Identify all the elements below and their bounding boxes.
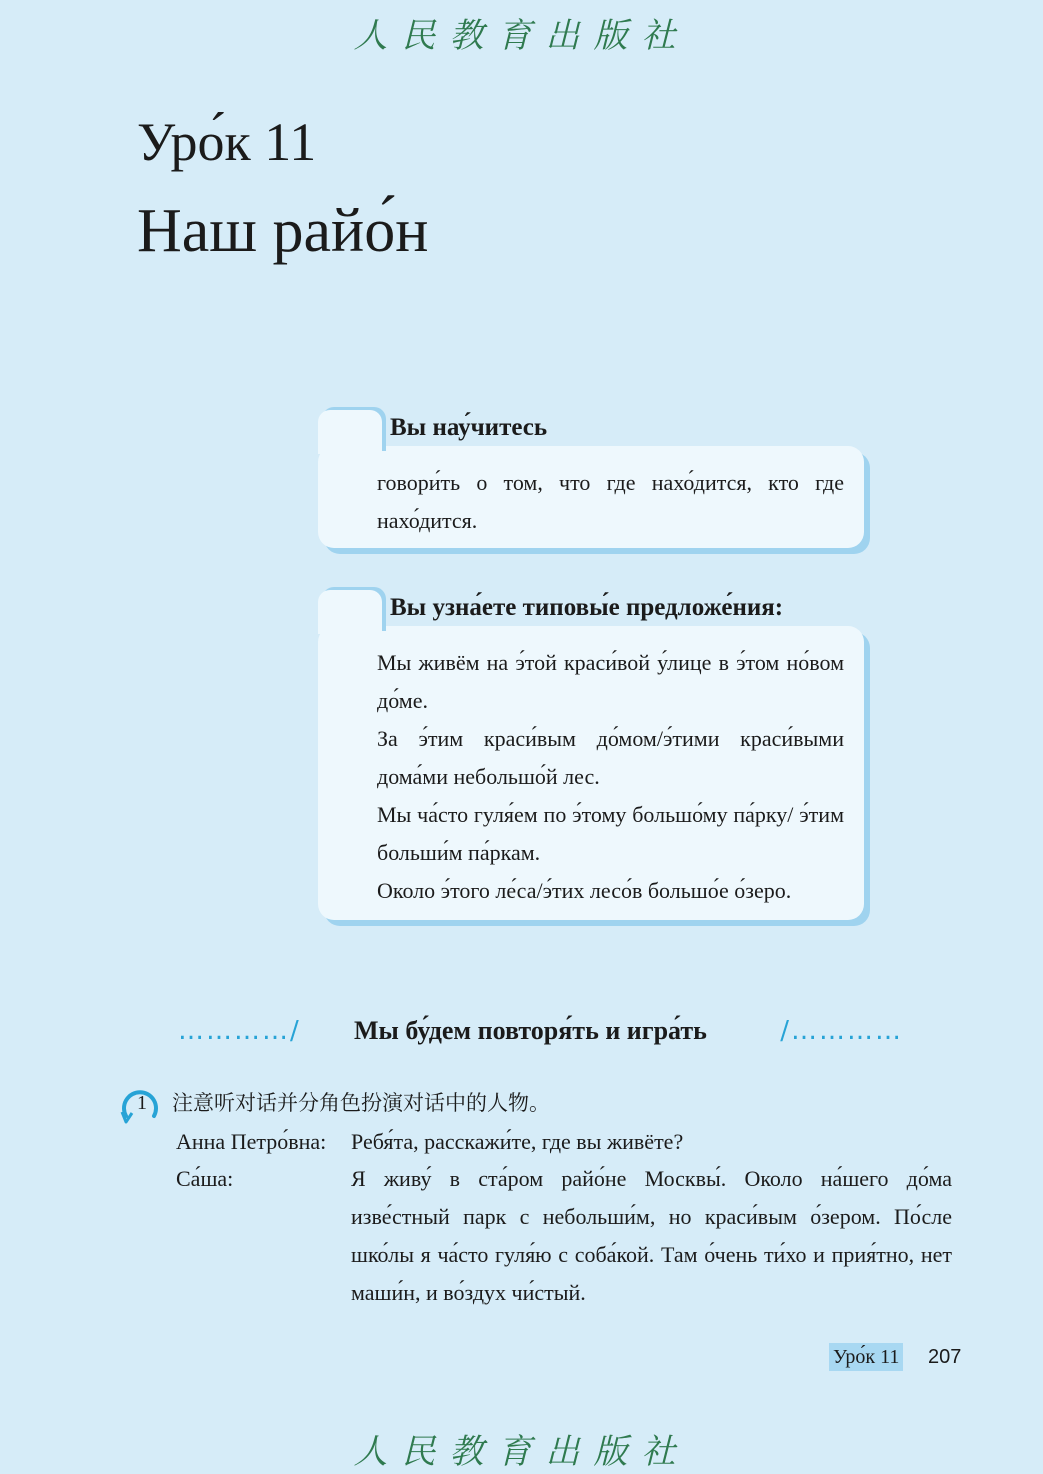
patterns-card-tab xyxy=(318,590,382,634)
publisher-logo-top: 人民教育出版社 xyxy=(353,16,690,56)
goals-card-body xyxy=(377,464,844,540)
page-number: 207 xyxy=(928,1346,962,1368)
lesson-number: Уро́к 11 xyxy=(137,112,317,172)
dialogue-text: Ребя́та, расскажи́те, где вы живёте? xyxy=(351,1129,684,1154)
section-header xyxy=(178,1012,903,1052)
footer-lesson-tag: Уро́к 11 xyxy=(829,1343,903,1371)
pattern-line: За э́тим краси́вым до́мом/э́тими краси́выми дома́ми небольшо́й лес. xyxy=(377,726,844,789)
exercise-instruction: 注意听对话并分角色扮演对话中的人物。 xyxy=(172,1091,550,1115)
exercise-number: 1 xyxy=(137,1092,147,1114)
pattern-line: Около э́того ле́са/э́тих лесо́в большо́е о́зеро. xyxy=(377,878,792,903)
patterns-card-title: Вы узна́ете типовы́е предложе́ния: xyxy=(390,594,784,621)
section-dots-right: /………… xyxy=(780,1016,903,1046)
patterns-card-body xyxy=(377,644,844,910)
publisher-logo-bottom: 人民教育出版社 xyxy=(353,1432,690,1472)
patterns-card xyxy=(318,594,864,920)
pattern-line: Мы живём на э́той краси́вой у́лице в э́том но́вом до́ме. xyxy=(377,650,844,713)
goals-card-tab xyxy=(318,410,382,454)
section-dots-left: …………/ xyxy=(178,1016,301,1046)
dialogue-text: Я живу́ в ста́ром райо́не Москвы́. Около на́шего до́ма изве́стный парк с небольши́м, но краси́вым о́зером. По́сле шко́лы я ча́сто гуля́ю с соба́кой. Там о́чень ти́хо и прия́тно, нет маши́н, и во́здух чи́стый. xyxy=(351,1166,952,1305)
lesson-title: Наш райо́н xyxy=(137,197,429,265)
goals-card-title: Вы нау́читесь xyxy=(390,414,548,441)
dialogue-line-anna xyxy=(351,1123,952,1161)
pattern-line: Мы ча́сто гуля́ем по э́тому большо́му па́рку/ э́тим больши́м па́ркам. xyxy=(377,802,844,865)
speaker-anna: Анна Петро́вна: xyxy=(176,1129,327,1154)
section-title: Мы бу́дем повторя́ть и игра́ть xyxy=(354,1016,707,1045)
dialogue-line-sasha xyxy=(351,1160,952,1312)
speaker-sasha: Са́ша: xyxy=(176,1166,234,1191)
goals-text: говори́ть о том, что где нахо́дится, кто где нахо́дится. xyxy=(377,470,844,533)
goals-card xyxy=(318,414,864,548)
